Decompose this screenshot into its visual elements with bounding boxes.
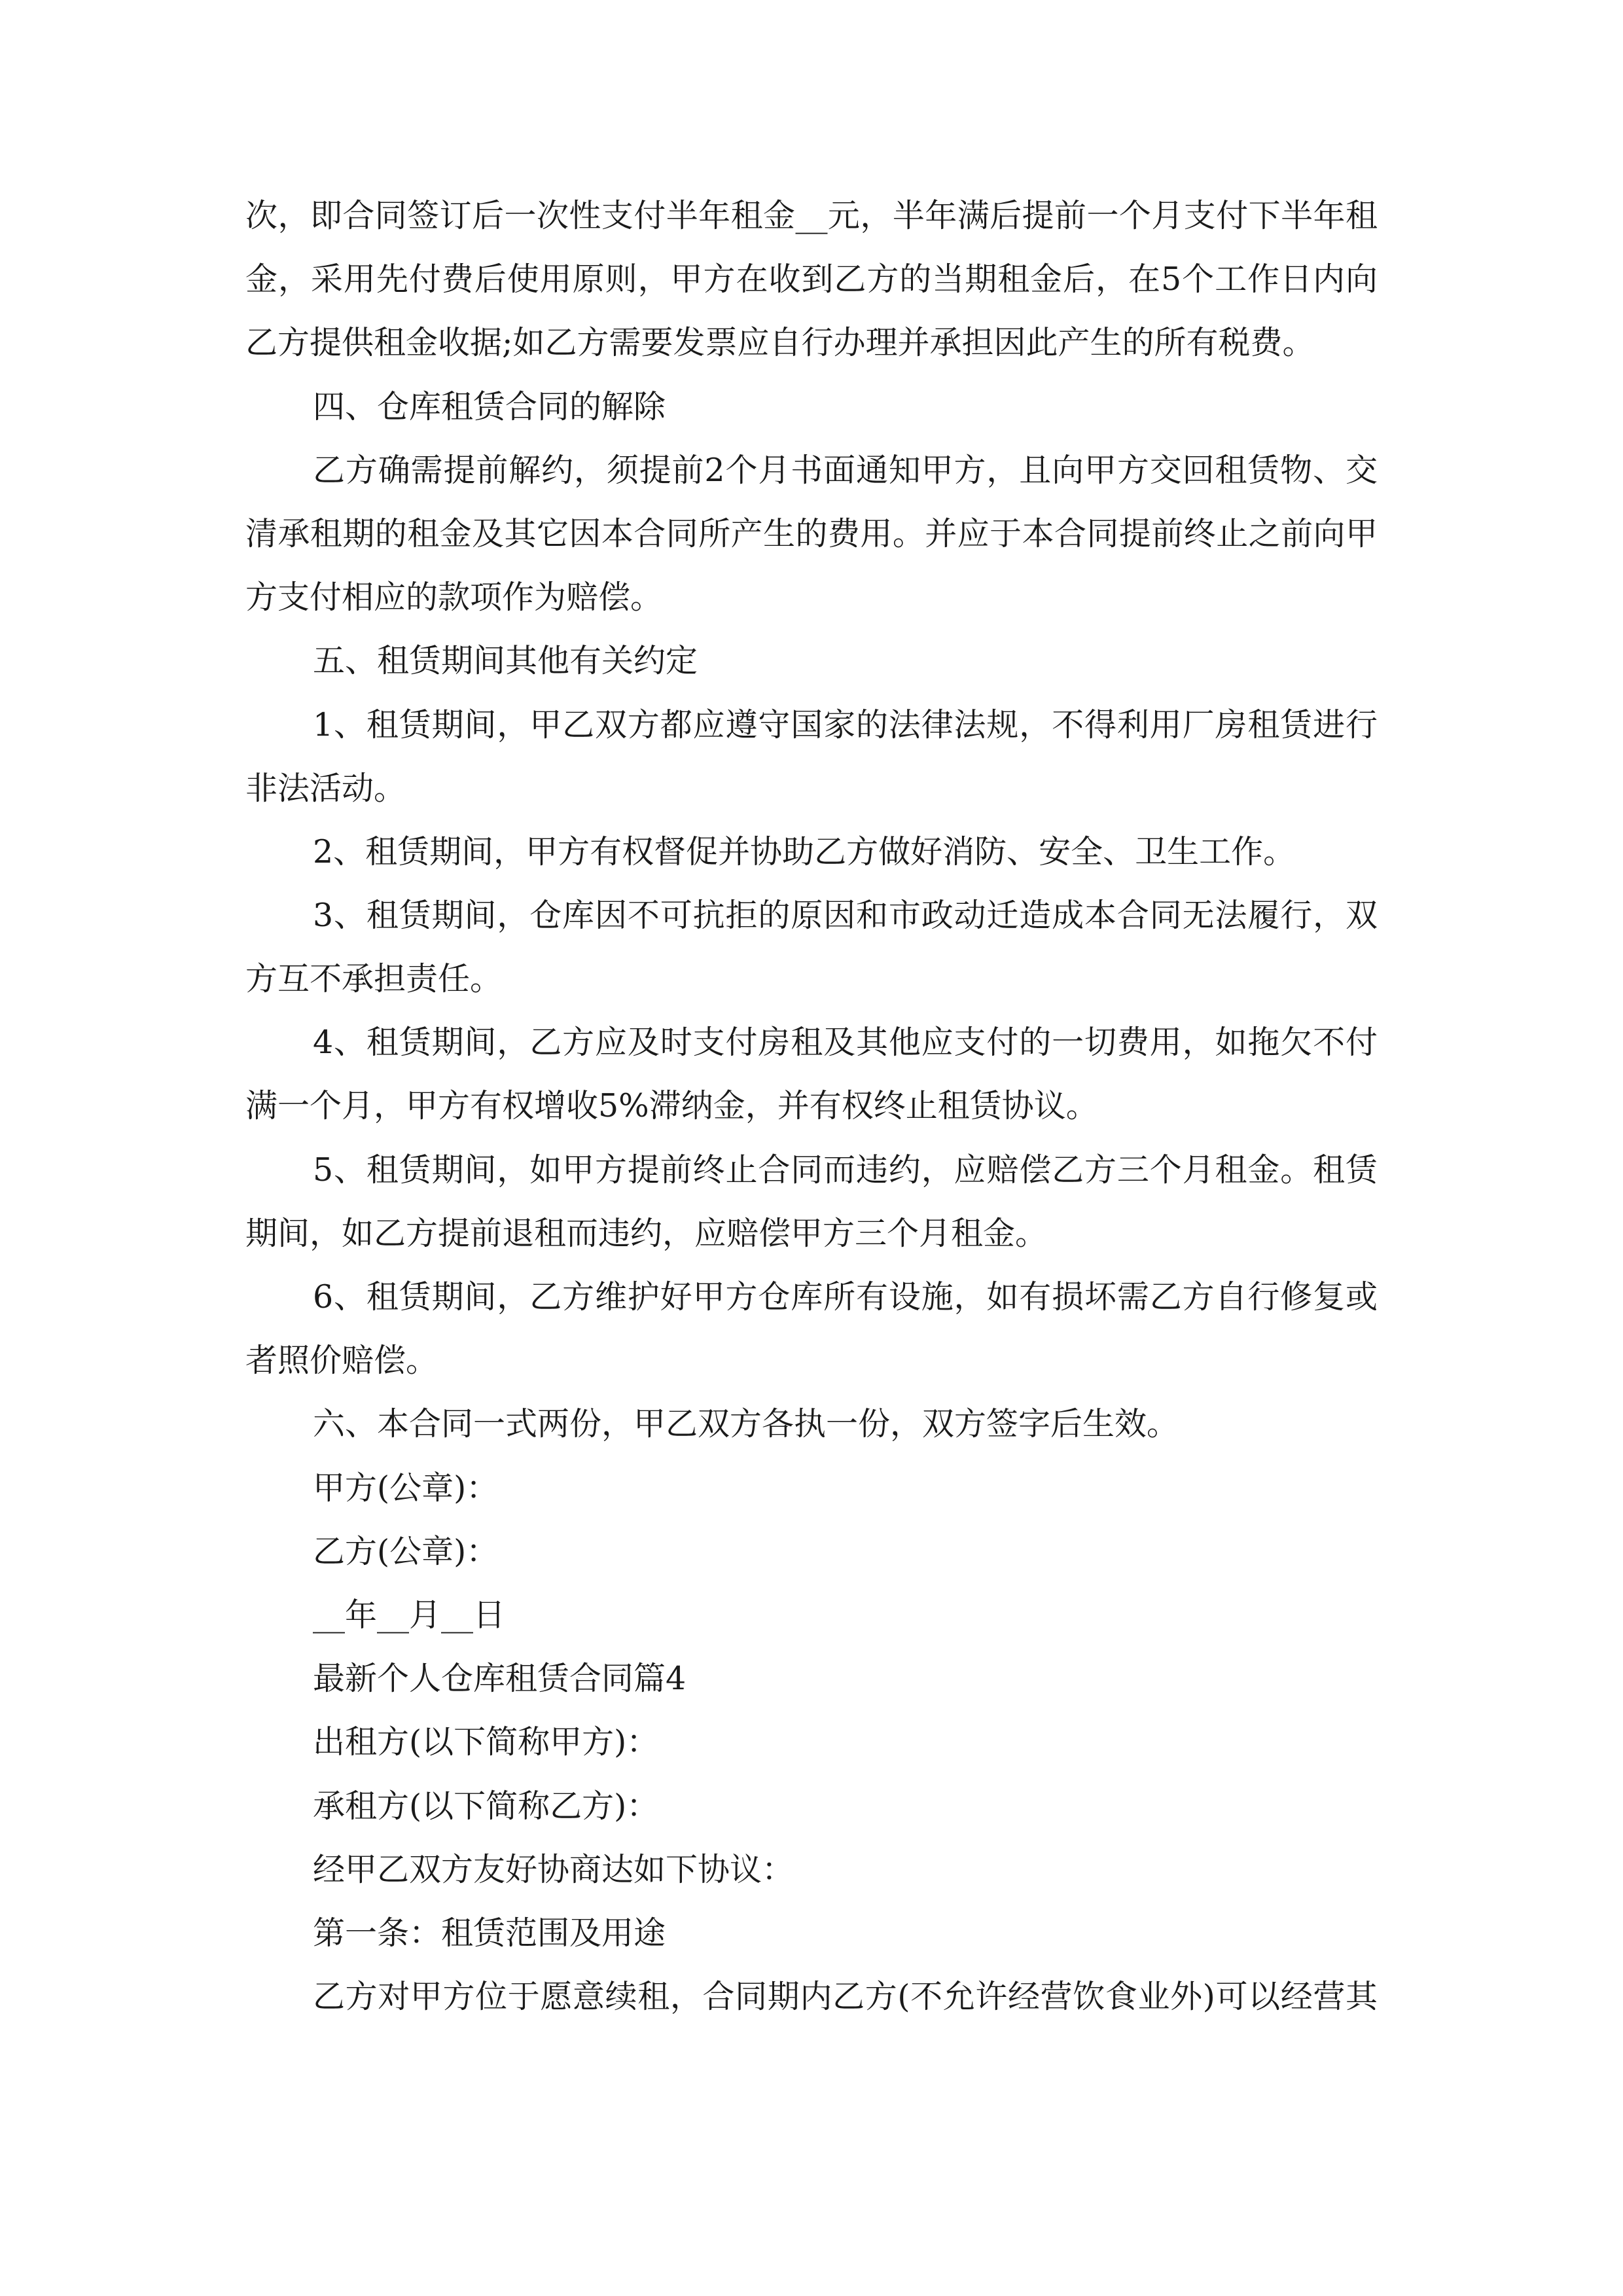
paragraph-line: 乙方提供租金收据;如乙方需要发票应自行办理并承担因此产生的所有税费。 bbox=[245, 324, 1315, 361]
paragraph-line: 非法活动。 bbox=[245, 770, 406, 807]
paragraph-line: 方互不承担责任。 bbox=[245, 960, 503, 997]
signature-party-a: 甲方(公章)： bbox=[313, 1469, 499, 1507]
paragraph-line: 经甲乙双方友好协商达如下协议： bbox=[313, 1851, 794, 1888]
section-heading: 五、租赁期间其他有关约定 bbox=[313, 642, 698, 679]
paragraph-line: 5、租赁期间，如甲方提前终止合同而违约，应赔偿乙方三个月租金。租赁 bbox=[313, 1151, 1378, 1189]
section-heading: 四、仓库租赁合同的解除 bbox=[313, 388, 666, 425]
section-heading: 第一条：租赁范围及用途 bbox=[313, 1914, 666, 1952]
signature-party-b: 乙方(公章)： bbox=[313, 1533, 499, 1570]
paragraph-line: 4、租赁期间，乙方应及时支付房租及其他应支付的一切费用，如拖欠不付 bbox=[313, 1024, 1378, 1061]
paragraph-line: 方支付相应的款项作为赔偿。 bbox=[245, 579, 663, 616]
paragraph-line: 期间，如乙方提前退租而违约，应赔偿甲方三个月租金。 bbox=[245, 1215, 1048, 1252]
section-heading: 六、本合同一式两份，甲乙双方各执一份，双方签字后生效。 bbox=[313, 1405, 1179, 1443]
paragraph-line: 3、租赁期间，仓库因不可抗拒的原因和市政动迁造成本合同无法履行，双 bbox=[313, 897, 1378, 934]
paragraph-line: 次，即合同签订后一次性支付半年租金__元，半年满后提前一个月支付下半年租 bbox=[245, 197, 1378, 234]
paragraph-line: 金，采用先付费后使用原则，甲方在收到乙方的当期租金后，在5个工作日内向 bbox=[245, 260, 1378, 298]
paragraph-line: 出租方(以下简称甲方)： bbox=[313, 1723, 659, 1761]
paragraph-line: 乙方确需提前解约，须提前2个月书面通知甲方，且向甲方交回租赁物、交 bbox=[313, 452, 1378, 489]
paragraph-line: 清承租期的租金及其它因本合同所产生的费用。并应于本合同提前终止之前向甲 bbox=[245, 515, 1378, 552]
signature-date: __年__月__日 bbox=[313, 1596, 506, 1634]
contract-title: 最新个人仓库租赁合同篇4 bbox=[313, 1660, 687, 1697]
paragraph-line: 6、租赁期间，乙方维护好甲方仓库所有设施，如有损坏需乙方自行修复或 bbox=[313, 1278, 1378, 1316]
paragraph-line: 满一个月，甲方有权增收5%滞纳金，并有权终止租赁协议。 bbox=[245, 1087, 1098, 1124]
paragraph-line: 乙方对甲方位于愿意续租，合同期内乙方(不允许经营饮食业外)可以经营其 bbox=[313, 1978, 1378, 2015]
paragraph-line: 承租方(以下简称乙方)： bbox=[313, 1787, 659, 1825]
paragraph-line: 者照价赔偿。 bbox=[245, 1342, 438, 1379]
paragraph-line: 1、租赁期间，甲乙双方都应遵守国家的法律法规，不得利用厂房租赁进行 bbox=[313, 706, 1378, 744]
paragraph-line: 2、租赁期间，甲方有权督促并协助乙方做好消防、安全、卫生工作。 bbox=[313, 833, 1296, 870]
